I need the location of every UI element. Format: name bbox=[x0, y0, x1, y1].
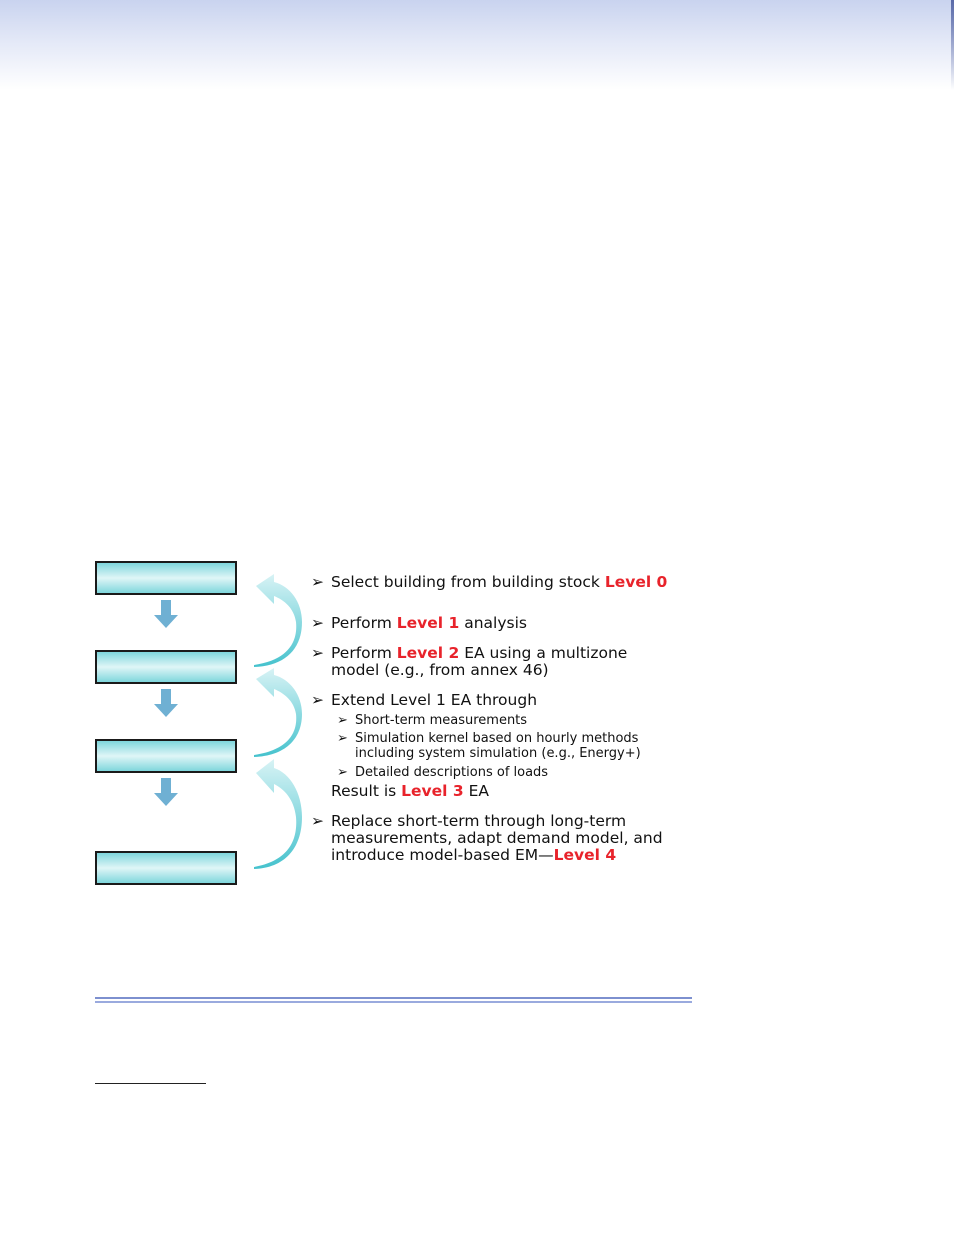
sub-item-simulation-kernel: ➢ Simulation kernel based on hourly methods including system simulation (e.g., Energy+) bbox=[337, 731, 641, 761]
bullet-arrow-icon: ➢ bbox=[311, 614, 324, 632]
bullet-arrow-icon: ➢ bbox=[311, 691, 324, 709]
level-label: Level 3 bbox=[401, 782, 464, 800]
bullet-arrow-icon: ➢ bbox=[311, 812, 324, 830]
footnote-separator bbox=[95, 1083, 206, 1084]
header-gradient-band bbox=[0, 0, 954, 90]
double-rule-divider bbox=[95, 997, 692, 1004]
rule-line bbox=[95, 997, 692, 999]
sub-item-loads: ➢ Detailed descriptions of loads bbox=[337, 765, 549, 780]
bullet-arrow-icon: ➢ bbox=[311, 644, 324, 662]
bullet-arrow-icon: ➢ bbox=[337, 713, 348, 728]
step-level-3: ➢ Extend Level 1 EA through bbox=[311, 691, 538, 709]
rule-line bbox=[95, 1001, 692, 1003]
step-level-1: ➢ Perform Level 1 analysis bbox=[311, 614, 527, 632]
level-box-0 bbox=[95, 561, 237, 595]
level-label: Level 0 bbox=[604, 573, 668, 591]
step-level-4: ➢ Replace short-term through long-term measurements, adapt demand model, and introduce model-based EM—Level 4 bbox=[311, 812, 663, 864]
sub-item-short-term: ➢ Short-term measurements bbox=[337, 713, 528, 728]
level-label: Level 4 bbox=[553, 846, 617, 864]
level-box-3 bbox=[95, 851, 237, 885]
down-arrow-icon bbox=[154, 689, 178, 717]
result-level-3: Result is Level 3 EA bbox=[331, 782, 489, 800]
curved-up-arrow-icon bbox=[250, 757, 302, 869]
level-label: Level 1 bbox=[396, 614, 460, 632]
down-arrow-icon bbox=[154, 778, 178, 806]
curved-up-arrow-icon bbox=[250, 572, 302, 667]
bullet-arrow-icon: ➢ bbox=[337, 731, 348, 746]
bullet-arrow-icon: ➢ bbox=[337, 765, 348, 780]
level-box-1 bbox=[95, 650, 237, 684]
curved-up-arrow-icon bbox=[250, 667, 302, 757]
down-arrow-icon bbox=[154, 600, 178, 628]
step-level-0: ➢ Select building from building stock Level 0 bbox=[311, 573, 668, 591]
bullet-arrow-icon: ➢ bbox=[311, 573, 324, 591]
step-level-2: ➢ Perform Level 2 EA using a multizone model (e.g., from annex 46) bbox=[311, 644, 628, 679]
level-label: Level 2 bbox=[396, 644, 460, 662]
level-box-2 bbox=[95, 739, 237, 773]
